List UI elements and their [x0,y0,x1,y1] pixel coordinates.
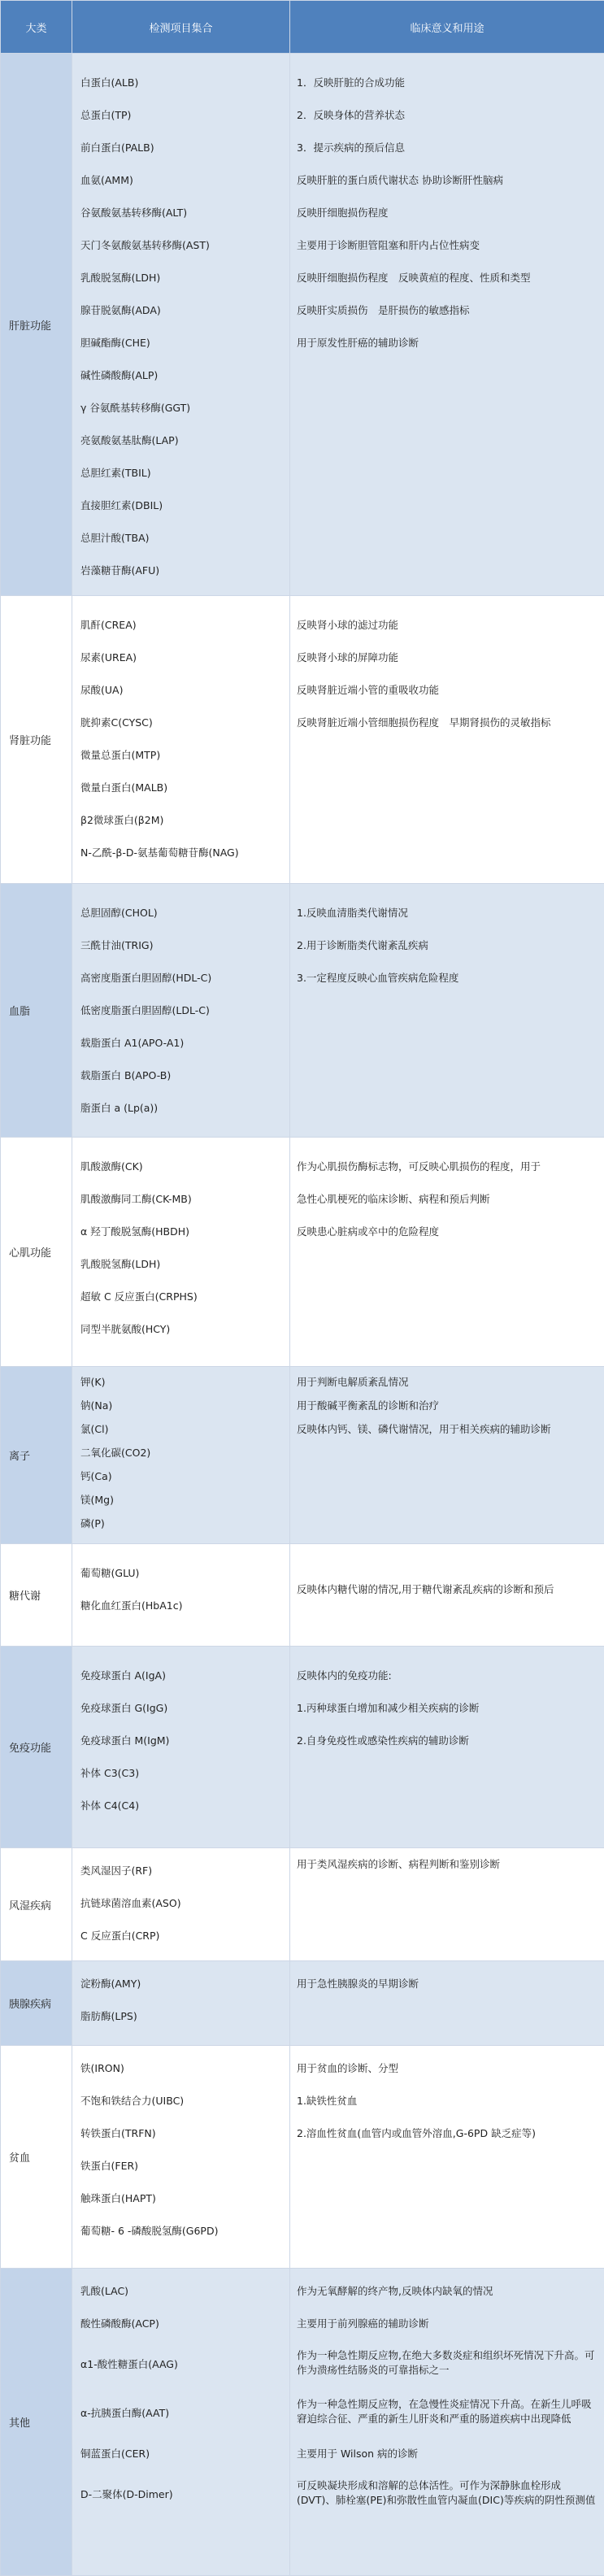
meaning-line: 3．提示疾病的预后信息 [290,132,604,164]
category-cell: 贫血 [1,2046,72,2269]
meaning-line: 1．反映肝脏的合成功能 [290,67,604,99]
item: 免疫球蛋白 G(IgG) [72,1692,289,1725]
item: β2微球蛋白(β2M) [72,804,289,837]
item: 肌酸激酶(CK) [72,1151,289,1183]
item: 酸性磷酸酶(ACP) [72,2308,289,2340]
items-cell [72,2046,290,2269]
section-lipids [1,884,604,1138]
item: 淀粉酶(AMY) [72,1968,289,2000]
meaning-cell [290,596,604,884]
section-ions [1,1367,604,1544]
meaning-cell [290,1961,604,2046]
header-category: 大类 [1,1,72,54]
meaning-line: 反映体内钙、镁、磷代谢情况，用于相关疾病的辅助诊断 [290,1417,604,1441]
item: 腺苷脱氨酶(ADA) [72,294,289,327]
item: 谷氨酸氨基转移酶(ALT) [72,197,289,229]
meaning-line: 作为一种急性期反应物，在急慢性炎症情况下升高。在新生儿呼吸窘迫综合征、严重的新生儿肝炎和严重的肠道疾病中出现降低 [290,2389,604,2438]
item: 钠(Na) [72,1394,289,1417]
item: 乳酸脱氢酶(LDH) [72,1248,289,1281]
item: 直接胆红素(DBIL) [72,490,289,522]
item: 补体 C4(C4) [72,1790,289,1822]
items-cell [72,1961,290,2046]
category-cell: 风湿疾病 [1,1848,72,1961]
meaning-line: 急性心肌梗死的临床诊断、病程和预后判断 [290,1183,604,1216]
category-cell: 离子 [1,1367,72,1544]
item: 前白蛋白(PALB) [72,132,289,164]
item: 超敏 C 反应蛋白(CRPHS) [72,1281,289,1313]
item: α1-酸性糖蛋白(AAG) [72,2340,289,2389]
items-cell [72,596,290,884]
meaning-line: 反映肾脏近端小管细胞损伤程度 早期肾损伤的灵敏指标 [290,707,604,739]
meaning-line: 1.缺铁性贫血 [290,2085,604,2117]
category-cell: 糖代谢 [1,1544,72,1647]
meaning-line: 可反映凝块形成和溶解的总体活性。可作为深静脉血栓形成(DVT)、肺栓塞(PE)和弥散性血管内凝血(DIC)等疾病的阴性预测值 [290,2470,604,2519]
meaning-line: 主要用于前列腺癌的辅助诊断 [290,2308,604,2340]
item: 天门冬氨酸氨基转移酶(AST) [72,229,289,262]
item: 肌酸激酶同工酶(CK-MB) [72,1183,289,1216]
meaning-line: 反映肾小球的滤过功能 [290,609,604,642]
item: 抗链球菌溶血素(ASO) [72,1887,289,1920]
item: 总蛋白(TP) [72,99,289,132]
item: 钾(K) [72,1370,289,1394]
meaning-line: 主要用于诊断胆管阻塞和肝内占位性病变 [290,229,604,262]
section-anemia [1,2046,604,2269]
meaning-cell [290,1544,604,1647]
meaning-cell [290,1848,604,1961]
meaning-line: 2.自身免疫性或感染性疾病的辅助诊断 [290,1725,604,1757]
meaning-line: 反映肝脏的蛋白质代谢状态 协助诊断肝性脑病 [290,164,604,197]
item: 尿酸(UA) [72,674,289,707]
section-glucose [1,1544,604,1647]
item: 葡萄糖- 6 -磷酸脱氢酶(G6PD) [72,2215,289,2247]
item: 肌酐(CREA) [72,609,289,642]
section-other [1,2269,604,2576]
item: 总胆固醇(CHOL) [72,897,289,929]
meaning-line: 用于类风湿疾病的诊断、病程判断和鉴别诊断 [290,1848,604,1881]
meaning-line: 反映肾脏近端小管的重吸收功能 [290,674,604,707]
item: γ 谷氨酰基转移酶(GGT) [72,392,289,424]
meaning-line: 反映肾小球的屏障功能 [290,642,604,674]
item: 铁蛋白(FER) [72,2150,289,2182]
item: 钙(Ca) [72,1464,289,1488]
section-immunity [1,1647,604,1848]
meaning-line: 作为一种急性期反应物,在绝大多数炎症和组织坏死情况下升高。可作为溃疡性结肠炎的可靠指标之一 [290,2340,604,2389]
item: 同型半胱氨酸(HCY) [72,1313,289,1346]
item: 血氨(AMM) [72,164,289,197]
item: α-抗胰蛋白酶(AAT) [72,2389,289,2438]
item: 高密度脂蛋白胆固醇(HDL-C) [72,962,289,994]
item: 载脂蛋白 B(APO-B) [72,1060,289,1092]
meaning-line: 1.反映血清脂类代谢情况 [290,897,604,929]
section-rheumatic [1,1848,604,1961]
items-cell [72,2269,290,2576]
item: 镁(Mg) [72,1488,289,1512]
meaning-line: 用于酸碱平衡紊乱的诊断和治疗 [290,1394,604,1417]
meaning-line: 用于原发性肝癌的辅助诊断 [290,327,604,359]
meaning-cell [290,2046,604,2269]
meaning-cell [290,2269,604,2576]
item: 转铁蛋白(TRFN) [72,2117,289,2150]
items-cell [72,1544,290,1647]
item: 葡萄糖(GLU) [72,1557,289,1590]
header-row [1,1,604,54]
category-cell: 血脂 [1,884,72,1138]
items-cell [72,1848,290,1961]
section-liver [1,54,604,596]
meaning-line: 反映体内的免疫功能: [290,1660,604,1692]
item: D-二聚体(D-Dimer) [72,2470,289,2519]
item: 乳酸脱氢酶(LDH) [72,262,289,294]
meaning-line: 2.溶血性贫血(血管内或血管外溶血,G-6PD 缺乏症等) [290,2117,604,2150]
item: 补体 C3(C3) [72,1757,289,1790]
item: 二氧化碳(CO2) [72,1441,289,1464]
item: 胆碱酯酶(CHE) [72,327,289,359]
meaning-line: 用于判断电解质紊乱情况 [290,1370,604,1394]
item: 碱性磷酸酶(ALP) [72,359,289,392]
items-cell [72,884,290,1138]
meaning-line: 2.用于诊断脂类代谢紊乱疾病 [290,929,604,962]
category-cell: 胰腺疾病 [1,1961,72,2046]
items-cell [72,1367,290,1544]
item: 免疫球蛋白 M(IgM) [72,1725,289,1757]
header-meaning: 临床意义和用途 [290,1,604,54]
item: 触珠蛋白(HAPT) [72,2182,289,2215]
section-pancreas [1,1961,604,2046]
item: 总胆汁酸(TBA) [72,522,289,555]
item: C 反应蛋白(CRP) [72,1920,289,1952]
item: 糖化血红蛋白(HbA1c) [72,1590,289,1622]
item: 氯(Cl) [72,1417,289,1441]
item: 白蛋白(ALB) [72,67,289,99]
item: 低密度脂蛋白胆固醇(LDL-C) [72,994,289,1027]
items-cell [72,54,290,596]
meaning-cell [290,54,604,596]
category-cell: 肾脏功能 [1,596,72,884]
section-myocardial [1,1138,604,1367]
category-cell: 心肌功能 [1,1138,72,1367]
meaning-line: 反映肝细胞损伤程度 [290,197,604,229]
category-cell: 免疫功能 [1,1647,72,1848]
meaning-line: 用于贫血的诊断、分型 [290,2052,604,2085]
meaning-line: 主要用于 Wilson 病的诊断 [290,2438,604,2470]
item: α 羟丁酸脱氢酶(HBDH) [72,1216,289,1248]
item: 脂肪酶(LPS) [72,2000,289,2033]
item: 三酰甘油(TRIG) [72,929,289,962]
meaning-line: 1.丙种球蛋白增加和减少相关疾病的诊断 [290,1692,604,1725]
meaning-cell [290,1647,604,1848]
meaning-line: 反映患心脏病或卒中的危险程度 [290,1216,604,1248]
meaning-cell [290,1138,604,1367]
meaning-cell [290,1367,604,1544]
item: 尿素(UREA) [72,642,289,674]
meaning-cell [290,884,604,1138]
meaning-line: 作为无氧酵解的终产物,反映体内缺氧的情况 [290,2275,604,2308]
meaning-line: 反映体内糖代谢的情况,用于糖代谢紊乱疾病的诊断和预后 [290,1573,604,1606]
item: 脂蛋白 a (Lp(a)) [72,1092,289,1125]
item: 胱抑素C(CYSC) [72,707,289,739]
items-cell [72,1138,290,1367]
item: 亮氨酸氨基肽酶(LAP) [72,424,289,457]
item: 总胆红素(TBIL) [72,457,289,490]
item: 磷(P) [72,1512,289,1535]
category-cell: 其他 [1,2269,72,2576]
meaning-line: 反映肝实质损伤 是肝损伤的敏感指标 [290,294,604,327]
section-kidney [1,596,604,884]
item: 铁(IRON) [72,2052,289,2085]
item: 不饱和铁结合力(UIBC) [72,2085,289,2117]
meaning-line: 2．反映身体的营养状态 [290,99,604,132]
meaning-line: 反映肝细胞损伤程度 反映黄疸的程度、性质和类型 [290,262,604,294]
item: 微量总蛋白(MTP) [72,739,289,772]
meaning-line: 作为心肌损伤酶标志物，可反映心肌损伤的程度，用于 [290,1151,604,1183]
items-cell [72,1647,290,1848]
meaning-line: 3.一定程度反映心血管疾病危险程度 [290,962,604,994]
item: 类风湿因子(RF) [72,1855,289,1887]
item: N-乙酰-β-D-氨基葡萄糖苷酶(NAG) [72,837,289,869]
meaning-line: 用于急性胰腺炎的早期诊断 [290,1968,604,2000]
item: 乳酸(LAC) [72,2275,289,2308]
item: 微量白蛋白(MALB) [72,772,289,804]
item: 免疫球蛋白 A(IgA) [72,1660,289,1692]
item: 铜蓝蛋白(CER) [72,2438,289,2470]
item: 载脂蛋白 A1(APO-A1) [72,1027,289,1060]
category-cell: 肝脏功能 [1,54,72,596]
header-items: 检测项目集合 [72,1,290,54]
item: 岩藻糖苷酶(AFU) [72,555,289,587]
